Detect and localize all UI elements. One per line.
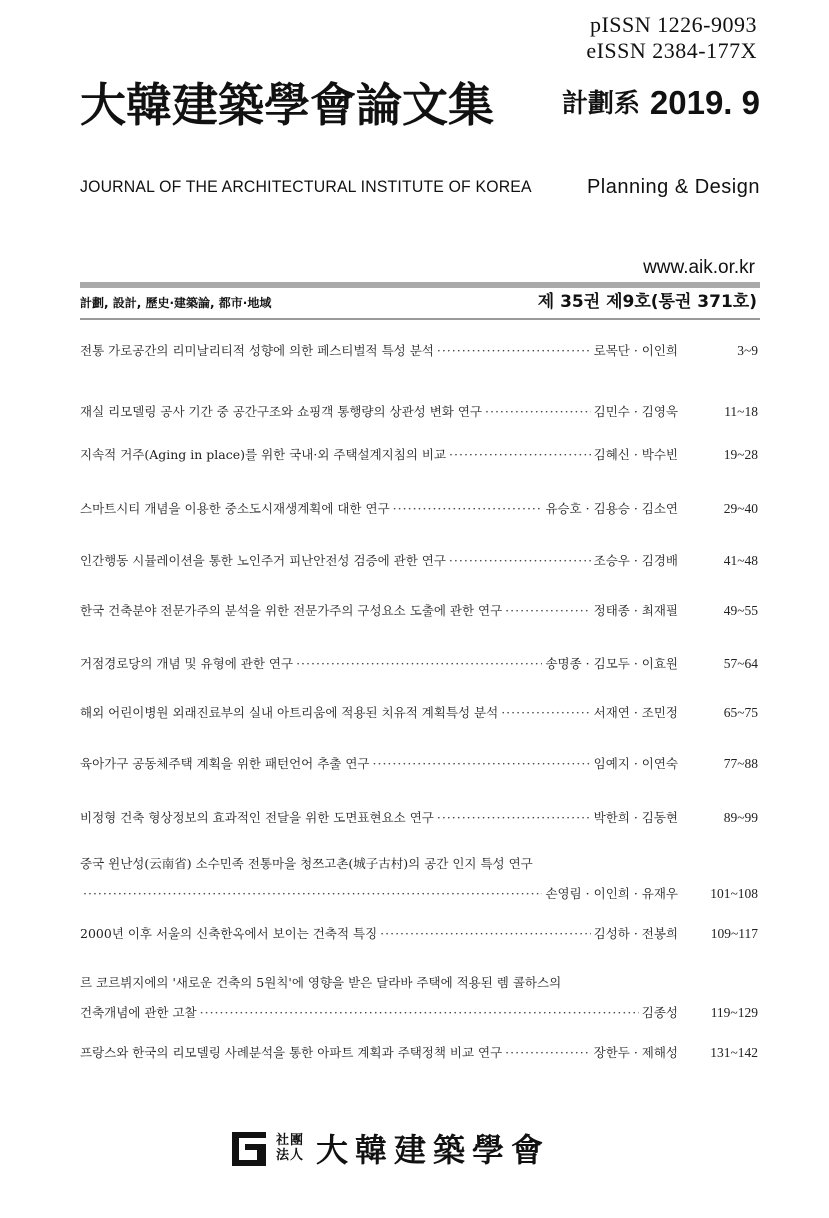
header-rule-bottom — [80, 318, 760, 320]
society-logo-icon — [232, 1130, 266, 1166]
toc-entry[interactable] — [80, 340, 758, 362]
toc-title: 지속적 거주(Aging in place)를 위한 국내·외 주택설계지침의 비교 — [80, 447, 447, 462]
toc-entry[interactable] — [80, 972, 758, 1024]
issn-block — [586, 12, 757, 64]
section-categories: 計劃, 設計, 歷史·建築論, 都市·地域 — [80, 296, 272, 310]
toc-entry[interactable] — [80, 1042, 758, 1064]
toc-title: 건축개념에 관한 고찰 — [80, 1005, 197, 1020]
toc-leader-dots — [501, 702, 590, 724]
toc-leader-dots — [437, 340, 591, 362]
toc-title: 거점경로당의 개념 및 유형에 관한 연구 — [80, 656, 294, 671]
toc-pages: 119~129 — [710, 1005, 758, 1020]
corporation-label-bottom: 法人 — [276, 1148, 305, 1163]
toc-authors: 장한두 · 제해성 — [593, 1045, 678, 1060]
toc-title: 해외 어린이병원 외래진료부의 실내 아트리움에 적용된 치유적 계획특성 분석 — [80, 705, 499, 720]
journal-title: 大韓建築學會論文集 — [80, 78, 494, 132]
journal-title-row — [80, 74, 760, 138]
toc-entry-line — [80, 807, 758, 829]
website-link[interactable]: www.aik.or.kr — [643, 257, 755, 278]
toc-entry-line — [80, 702, 758, 724]
toc-pages: 3~9 — [737, 343, 758, 358]
toc-entry[interactable] — [80, 600, 758, 622]
toc-leader-dots — [449, 550, 591, 572]
toc-leader-dots — [437, 807, 591, 829]
toc-title: 전통 가로공간의 리미날리티적 성향에 의한 페스티벌적 특성 분석 — [80, 343, 434, 358]
toc-title: 재실 리모델링 공사 기간 중 공간구조와 쇼핑객 통행량의 상관성 변화 연구 — [80, 404, 482, 419]
toc-entry[interactable] — [80, 923, 758, 945]
toc-pages: 65~75 — [723, 705, 758, 720]
corporation-label — [276, 1133, 306, 1163]
toc-authors: 임예지 · 이연숙 — [593, 756, 678, 771]
toc-entry-line — [80, 401, 758, 423]
society-name: 大韓建築學會 — [316, 1131, 551, 1169]
toc-entry[interactable] — [80, 498, 758, 520]
toc-entry-line — [80, 550, 758, 572]
toc-authors: 손영림 · 이인희 · 유재우 — [545, 886, 678, 901]
toc-title: 프랑스와 한국의 리모델링 사례분석을 통한 아파트 계획과 주택정책 비교 연구 — [80, 1045, 503, 1060]
toc-leader-dots — [83, 883, 542, 905]
toc-leader-dots — [393, 498, 543, 520]
toc-entry-line — [80, 853, 758, 875]
toc-leader-dots — [485, 401, 591, 423]
journal-english-section: Planning & Design — [586, 176, 760, 198]
toc-title: 인간행동 시뮬레이션을 통한 노인주거 피난안전성 검증에 관한 연구 — [80, 553, 446, 568]
toc-entry-line — [80, 444, 758, 466]
toc-entry-line — [80, 972, 758, 994]
toc-authors: 박한희 · 김동현 — [593, 810, 678, 825]
toc-entry-line — [80, 498, 758, 520]
toc-leader-dots — [505, 600, 590, 622]
journal-english-name: JOURNAL OF THE ARCHITECTURAL INSTITUTE OF KOREA — [80, 177, 532, 196]
toc-entry[interactable] — [80, 702, 758, 724]
toc-title: 스마트시티 개념을 이용한 중소도시재생계획에 대한 연구 — [80, 501, 390, 516]
toc-leader-dots — [296, 653, 542, 675]
toc-title: 한국 건축분야 전문가주의 분석을 위한 전문가주의 구성요소 도출에 관한 연구 — [80, 603, 503, 618]
toc-leader-dots — [380, 923, 590, 945]
toc-pages: 57~64 — [723, 656, 758, 671]
toc-entry[interactable] — [80, 653, 758, 675]
toc-entry[interactable] — [80, 853, 758, 905]
toc-pages: 109~117 — [710, 926, 758, 941]
toc-leader-dots — [373, 753, 591, 775]
toc-authors: 김종성 — [641, 1005, 678, 1020]
toc-pages: 77~88 — [723, 756, 758, 771]
toc-pages: 29~40 — [723, 501, 758, 516]
toc-pages: 101~108 — [710, 886, 758, 901]
toc-leader-dots — [449, 444, 591, 466]
toc-pages: 49~55 — [723, 603, 758, 618]
toc-pages: 41~48 — [723, 553, 758, 568]
toc-entry[interactable] — [80, 401, 758, 423]
toc-title: 2000년 이후 서울의 신축한옥에서 보이는 건축적 특징 — [80, 926, 378, 941]
toc-entry[interactable] — [80, 807, 758, 829]
toc-entry[interactable] — [80, 550, 758, 572]
toc-pages: 131~142 — [710, 1045, 758, 1060]
toc-title: 르 코르뷔지에의 '새로운 건축의 5원칙'에 영향을 받은 달라바 주택에 적용된 렘 콜하스의 — [80, 975, 562, 990]
toc-entry-line — [80, 923, 758, 945]
journal-english-row — [80, 172, 760, 202]
print-issn: pISSN 1226-9093 — [589, 12, 757, 37]
toc-leader-dots — [200, 1002, 639, 1024]
toc-entry[interactable] — [80, 444, 758, 466]
toc-authors: 김민수 · 김영욱 — [593, 404, 678, 419]
toc-authors: 송명종 · 김모두 · 이효원 — [545, 656, 678, 671]
toc-entry-line — [80, 1002, 758, 1024]
toc-authors: 김성하 · 전봉희 — [593, 926, 678, 941]
toc-authors: 조승우 · 김경배 — [593, 553, 678, 568]
toc-leader-dots — [505, 1042, 590, 1064]
toc-authors: 로목단 · 이인희 — [593, 343, 678, 358]
toc-title: 중국 윈난성(云南省) 소수민족 전통마을 청쯔고촌(城子古村)의 공간 인지 특성 연구 — [80, 856, 533, 871]
electronic-issn: eISSN 2384-177X — [586, 38, 757, 63]
toc-pages: 89~99 — [723, 810, 758, 825]
toc-entry-line — [80, 1042, 758, 1064]
toc-pages: 19~28 — [723, 447, 758, 462]
volume-issue: 제 35권 제9호(통권 371호) — [537, 292, 757, 312]
toc-entry[interactable] — [80, 753, 758, 775]
journal-division: 計劃系 — [562, 89, 641, 119]
toc-title: 육아가구 공동체주택 계획을 위한 패턴언어 추출 연구 — [80, 756, 370, 771]
issue-date: 2019. 9 — [649, 84, 760, 121]
toc-authors: 김혜신 · 박수빈 — [593, 447, 678, 462]
toc-entry-line — [80, 883, 758, 905]
publisher-footer — [232, 1126, 550, 1170]
toc-authors: 정태종 · 최재필 — [593, 603, 678, 618]
toc-entry-line — [80, 600, 758, 622]
corporation-label-top: 社團 — [276, 1133, 305, 1148]
toc-authors: 유승호 · 김용승 · 김소연 — [545, 501, 678, 516]
header-rule-top — [80, 282, 760, 288]
toc-pages: 11~18 — [724, 404, 758, 419]
toc-entry-line — [80, 340, 758, 362]
toc-entry-line — [80, 753, 758, 775]
toc-authors: 서재연 · 조민정 — [593, 705, 678, 720]
toc-entry-line — [80, 653, 758, 675]
toc-title: 비정형 건축 형상정보의 효과적인 전달을 위한 도면표현요소 연구 — [80, 810, 434, 825]
